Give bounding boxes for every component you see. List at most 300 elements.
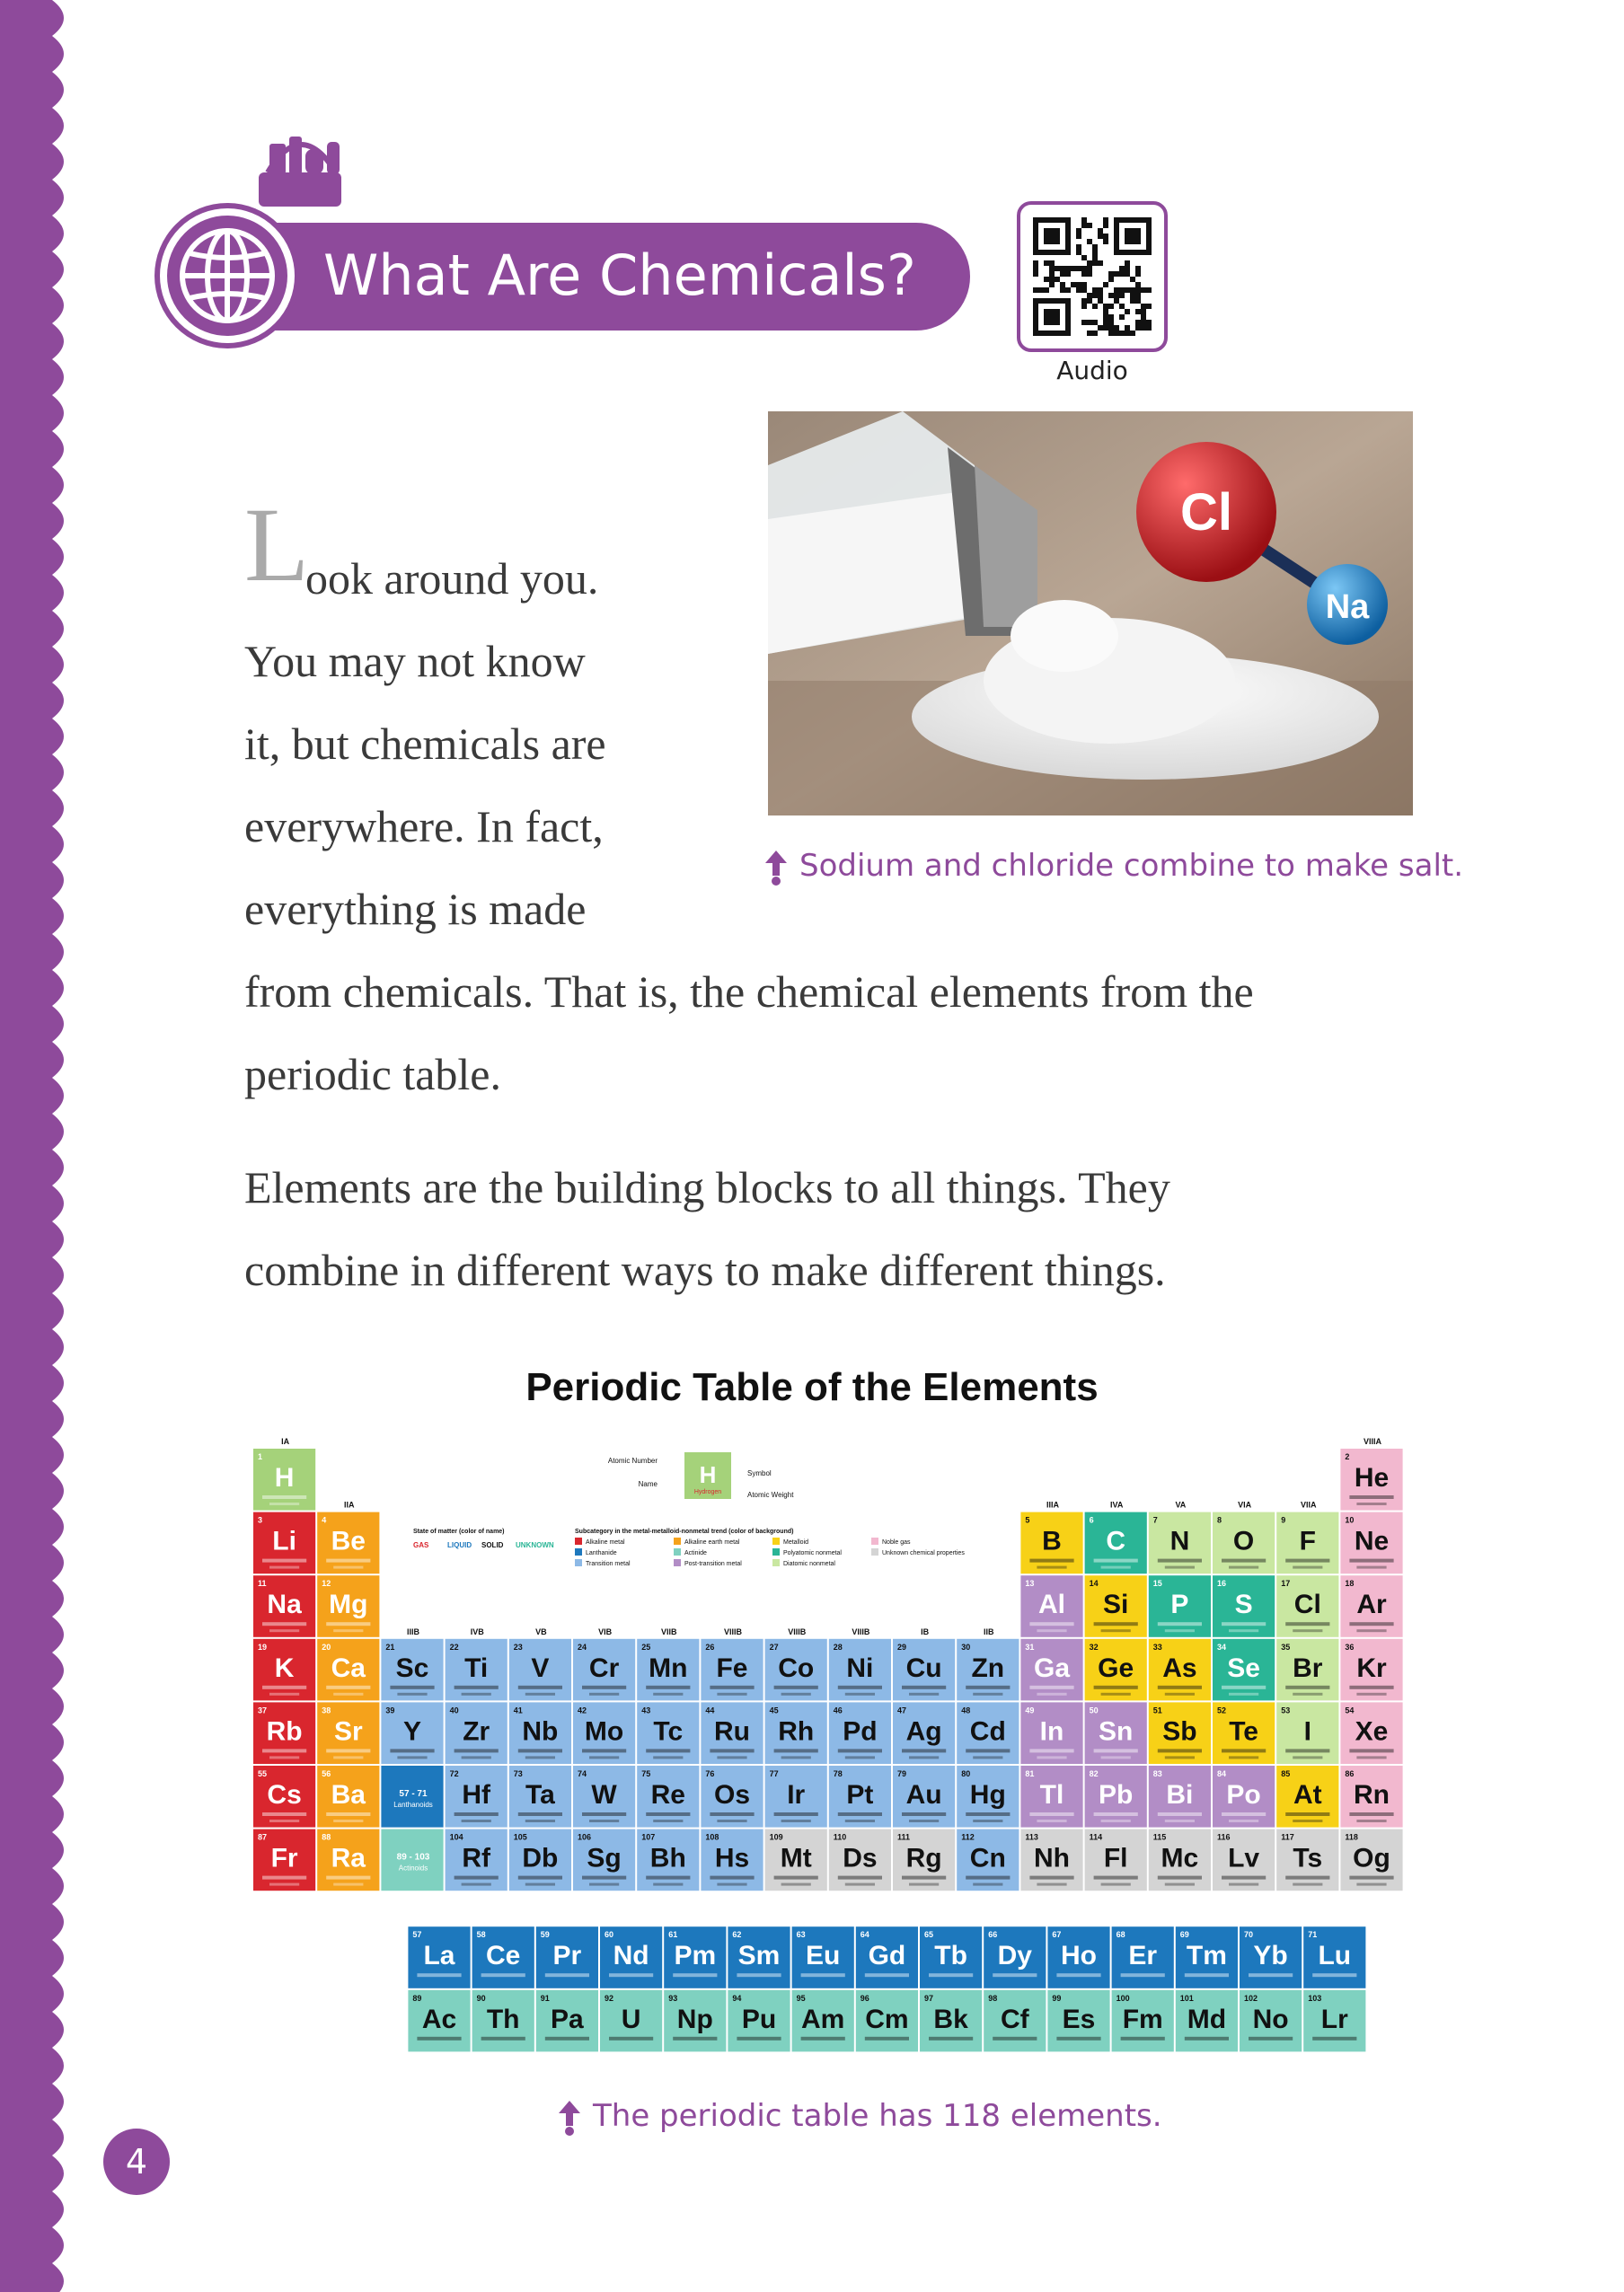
atomic-number: 16 — [1217, 1579, 1227, 1589]
element-name-line — [1158, 1749, 1202, 1752]
table-caption — [557, 2098, 1162, 2137]
element-name-line — [902, 1876, 946, 1880]
element-symbol: Na — [267, 1590, 302, 1620]
atomic-number: 34 — [1217, 1642, 1227, 1652]
element-symbol: Rn — [1354, 1780, 1390, 1810]
body-line-8: Elements are the building blocks to all things. They — [244, 1162, 1170, 1212]
element-symbol: V — [531, 1653, 550, 1683]
group-label: VIIIB — [852, 1626, 870, 1636]
element-symbol: Sm — [737, 1941, 781, 1971]
atomic-number: 80 — [961, 1769, 971, 1778]
atomic-number: 37 — [258, 1706, 268, 1715]
legend-subcat: Metalloid — [783, 1539, 809, 1546]
element-symbol: Es — [1062, 2004, 1096, 2034]
audio-label: Audio — [1056, 356, 1128, 385]
element-weight-line — [269, 1756, 299, 1759]
element-name-line — [262, 1749, 306, 1752]
element-weight-line — [653, 1693, 683, 1696]
element-name-line — [262, 1876, 306, 1880]
element-weight-line — [1293, 1883, 1322, 1886]
element-symbol: Po — [1226, 1780, 1261, 1810]
legend-subcat: Alkaline metal — [586, 1539, 625, 1546]
element-symbol: C — [1106, 1526, 1126, 1556]
element-symbol: Cn — [969, 1843, 1006, 1873]
atomic-number: 102 — [1244, 1993, 1258, 2003]
element-name-line — [1094, 1749, 1138, 1752]
atomic-number: 96 — [860, 1993, 869, 2003]
atomic-number: 79 — [897, 1769, 907, 1778]
placeholder-series: Lanthanoids — [393, 1801, 433, 1809]
element-symbol: Ca — [331, 1653, 366, 1683]
element-symbol: Ti — [464, 1653, 489, 1683]
element-name-line — [1121, 2037, 1165, 2041]
element-name-line — [609, 2037, 653, 2041]
element-name-line — [774, 1686, 818, 1689]
element-name-line — [582, 1876, 626, 1880]
atomic-number: 62 — [732, 1930, 742, 1940]
element-name-line — [262, 1686, 306, 1689]
qr-code-button[interactable] — [1017, 201, 1168, 352]
element-weight-line — [1356, 1756, 1386, 1759]
group-label: VIIB — [661, 1626, 677, 1636]
element-symbol: U — [621, 2004, 641, 2034]
element-symbol: Mc — [1161, 1843, 1199, 1873]
element-symbol: Mt — [780, 1843, 812, 1873]
atomic-number: 110 — [833, 1832, 847, 1842]
element-weight-line — [1356, 1883, 1386, 1886]
element-name-line — [838, 1686, 882, 1689]
element-symbol: Sb — [1162, 1716, 1197, 1747]
element-weight-line — [717, 1756, 746, 1759]
element-name-line — [1285, 1622, 1329, 1626]
element-weight-line — [909, 1820, 939, 1822]
element-symbol: Xe — [1355, 1716, 1389, 1747]
element-symbol: Tl — [1039, 1780, 1064, 1810]
atomic-number: 40 — [449, 1706, 459, 1715]
legend-subcat: Actinide — [684, 1550, 707, 1556]
element-symbol: Ta — [525, 1780, 555, 1810]
body-line-4: everywhere. In fact, — [244, 801, 604, 851]
body-line-1: ook around you. — [305, 553, 599, 604]
element-weight-line — [781, 1693, 811, 1696]
element-symbol: Tm — [1186, 1941, 1227, 1971]
element-name-line — [1185, 2037, 1229, 2041]
group-label: VIIIB — [723, 1626, 743, 1636]
element-symbol: Lu — [1318, 1941, 1352, 1971]
atomic-number: 103 — [1308, 1993, 1322, 2003]
atomic-number: 33 — [1152, 1642, 1162, 1652]
atomic-number: 82 — [1089, 1769, 1099, 1778]
element-weight-line — [1037, 1883, 1066, 1886]
atomic-number: 106 — [578, 1832, 592, 1842]
atomic-number: 83 — [1152, 1769, 1162, 1778]
element-weight-line — [1293, 1820, 1322, 1822]
group-label: IVB — [470, 1626, 484, 1636]
atomic-number: 44 — [705, 1706, 715, 1715]
element-symbol: Zr — [463, 1716, 490, 1747]
element-symbol: Bi — [1166, 1780, 1194, 1810]
element-symbol: Ag — [905, 1716, 942, 1747]
element-symbol: Nh — [1034, 1843, 1070, 1873]
element-symbol: Y — [402, 1716, 422, 1747]
element-weight-line — [1293, 1629, 1322, 1632]
atomic-number: 32 — [1089, 1642, 1099, 1652]
element-symbol: Rg — [905, 1843, 942, 1873]
atomic-number: 69 — [1179, 1930, 1189, 1940]
element-name-line — [1349, 1559, 1393, 1563]
element-symbol: I — [1303, 1716, 1311, 1747]
element-weight-line — [589, 1693, 619, 1696]
element-name-line — [993, 2037, 1037, 2041]
element-weight-line — [845, 1883, 875, 1886]
element-name-line — [1285, 1686, 1329, 1689]
element-name-line — [929, 2037, 973, 2041]
element-symbol: Co — [778, 1653, 815, 1683]
element-symbol: Cf — [1000, 2004, 1029, 2034]
element-weight-line — [1101, 1756, 1131, 1759]
atomic-number: 63 — [796, 1930, 806, 1940]
atomic-number: 91 — [540, 1993, 550, 2003]
atomic-number: 54 — [1345, 1706, 1355, 1715]
element-symbol: Nd — [613, 1941, 649, 1971]
element-symbol: N — [1169, 1526, 1190, 1556]
element-name-line — [646, 1749, 690, 1752]
element-name-line — [481, 2037, 525, 2041]
element-name-line — [902, 1686, 946, 1689]
element-name-line — [1312, 2037, 1356, 2041]
element-weight-line — [1101, 1883, 1131, 1886]
element-symbol: Pb — [1099, 1780, 1134, 1810]
atomic-number: 118 — [1345, 1832, 1358, 1842]
element-weight-line — [781, 1820, 811, 1822]
atomic-number: 29 — [897, 1642, 907, 1652]
element-symbol: Er — [1128, 1941, 1158, 1971]
element-name-line — [545, 2037, 589, 2041]
element-symbol: Cl — [1293, 1590, 1321, 1620]
element-name-line — [838, 1812, 882, 1816]
atomic-number: 7 — [1152, 1515, 1158, 1525]
element-name-line — [929, 1973, 973, 1977]
element-name-line — [455, 1686, 499, 1689]
element-symbol: Os — [713, 1780, 751, 1810]
legend-state-title: State of matter (color of name) — [413, 1529, 505, 1535]
atomic-number: 73 — [513, 1769, 523, 1778]
element-symbol: Au — [905, 1780, 942, 1810]
element-name-line — [1029, 1686, 1073, 1689]
legend-swatch — [871, 1538, 878, 1545]
atomic-number: 49 — [1025, 1706, 1035, 1715]
atomic-number: 77 — [769, 1769, 779, 1778]
element-symbol: K — [274, 1653, 295, 1683]
element-name-line — [673, 2037, 717, 2041]
group-label: VA — [1175, 1500, 1187, 1510]
atomic-number: 1 — [258, 1452, 263, 1461]
atomic-number: 38 — [322, 1706, 331, 1715]
atomic-number: 57 — [412, 1930, 422, 1940]
atomic-number: 70 — [1244, 1930, 1254, 1940]
qr-code-icon — [1020, 205, 1164, 348]
element-weight-line — [525, 1820, 555, 1822]
atomic-number: 56 — [322, 1769, 331, 1778]
key-element-name: Hydrogen — [693, 1489, 722, 1495]
atomic-number: 89 — [412, 1993, 422, 2003]
element-symbol: P — [1170, 1590, 1189, 1620]
atomic-number: 35 — [1281, 1642, 1291, 1652]
element-weight-line — [653, 1756, 683, 1759]
element-symbol: Ru — [714, 1716, 750, 1747]
element-name-line — [1121, 1973, 1165, 1977]
atomic-number: 55 — [258, 1769, 268, 1778]
element-name-line — [1312, 1973, 1356, 1977]
atomic-number: 48 — [961, 1706, 971, 1715]
element-symbol: Ba — [331, 1780, 366, 1810]
element-weight-line — [462, 1883, 491, 1886]
group-label: VIA — [1238, 1500, 1252, 1510]
element-weight-line — [525, 1883, 555, 1886]
element-symbol: Am — [801, 2004, 845, 2034]
element-symbol: S — [1234, 1590, 1253, 1620]
element-symbol: Ni — [846, 1653, 874, 1683]
atomic-number: 23 — [513, 1642, 523, 1652]
atomic-number: 105 — [513, 1832, 527, 1842]
element-weight-line — [589, 1756, 619, 1759]
element-symbol: Tc — [653, 1716, 684, 1747]
element-symbol: Np — [676, 2004, 713, 2034]
element-symbol: Pa — [551, 2004, 584, 2034]
atomic-number: 116 — [1217, 1832, 1231, 1842]
element-symbol: Cd — [969, 1716, 1006, 1747]
atomic-number: 113 — [1025, 1832, 1038, 1842]
atomic-number: 2 — [1345, 1452, 1350, 1461]
element-weight-line — [333, 1566, 363, 1569]
element-weight-line — [717, 1820, 746, 1822]
element-weight-line — [1356, 1820, 1386, 1822]
atomic-number: 104 — [449, 1832, 463, 1842]
element-weight-line — [269, 1566, 299, 1569]
element-symbol: No — [1252, 2004, 1289, 2034]
key-weight-label: Atomic Weight — [747, 1491, 794, 1499]
element-name-line — [801, 1973, 845, 1977]
element-symbol: Pu — [741, 2004, 777, 2034]
atomic-number: 19 — [258, 1642, 268, 1652]
periodic-table-title: Periodic Table of the Elements — [525, 1365, 1099, 1409]
element-weight-line — [1356, 1566, 1386, 1569]
atomic-number: 18 — [1345, 1579, 1355, 1589]
element-name-line — [774, 1812, 818, 1816]
atomic-number: 92 — [605, 1993, 614, 2003]
element-name-line — [390, 1749, 434, 1752]
element-symbol: Fe — [716, 1653, 748, 1683]
element-symbol: Ne — [1354, 1526, 1390, 1556]
legend-subcat-title: Subcategory in the metal-metalloid-nonmetal trend (color of background) — [575, 1529, 794, 1535]
group-label: VIB — [598, 1626, 613, 1636]
atomic-number: 74 — [578, 1769, 587, 1778]
element-weight-line — [1293, 1756, 1322, 1759]
element-name-line — [1285, 1812, 1329, 1816]
cleaning-basket-icon — [153, 126, 368, 207]
element-symbol: W — [591, 1780, 617, 1810]
element-weight-line — [909, 1693, 939, 1696]
element-name-line — [966, 1876, 1010, 1880]
element-weight-line — [1037, 1629, 1066, 1632]
group-label: VB — [535, 1626, 547, 1636]
element-symbol: Lr — [1320, 2004, 1348, 2034]
element-symbol: Si — [1103, 1590, 1129, 1620]
legend-state: SOLID — [481, 1541, 504, 1549]
element-name-line — [262, 1495, 306, 1499]
element-symbol: He — [1354, 1463, 1390, 1493]
element-name-line — [1094, 1876, 1138, 1880]
element-weight-line — [1165, 1566, 1195, 1569]
element-symbol: Zn — [971, 1653, 1005, 1683]
element-symbol: Ge — [1098, 1653, 1134, 1683]
key-symbol: H — [699, 1461, 717, 1488]
element-symbol: Kr — [1356, 1653, 1387, 1683]
element-symbol: Dy — [997, 1941, 1032, 1971]
element-name-line — [326, 1812, 370, 1816]
page-title: What Are Chemicals? — [323, 242, 916, 308]
element-symbol: Ir — [787, 1780, 806, 1810]
element-name-line — [1222, 1559, 1266, 1563]
element-weight-line — [1165, 1883, 1195, 1886]
element-weight-line — [397, 1756, 427, 1759]
photo-caption — [763, 848, 1463, 886]
element-weight-line — [845, 1756, 875, 1759]
atomic-number: 26 — [705, 1642, 715, 1652]
atomic-number: 95 — [796, 1993, 806, 2003]
element-symbol: Ga — [1033, 1653, 1071, 1683]
salt-shaker-photo — [768, 411, 1413, 815]
element-weight-line — [462, 1693, 491, 1696]
element-symbol: As — [1162, 1653, 1197, 1683]
atomic-number: 52 — [1217, 1706, 1227, 1715]
element-weight-line — [1356, 1629, 1386, 1632]
atomic-number: 84 — [1217, 1769, 1227, 1778]
atomic-number: 5 — [1025, 1515, 1030, 1525]
legend-state: UNKNOWN — [516, 1541, 554, 1549]
legend-swatch — [772, 1559, 780, 1566]
element-name-line — [1349, 1686, 1393, 1689]
atomic-number: 31 — [1025, 1642, 1035, 1652]
element-symbol: Ac — [421, 2004, 457, 2034]
element-name-line — [1094, 1812, 1138, 1816]
legend-subcat: Lanthanide — [586, 1550, 617, 1556]
drop-cap: L — [244, 486, 310, 604]
element-name-line — [455, 1812, 499, 1816]
atomic-number: 90 — [476, 1993, 486, 2003]
element-symbol: Lv — [1228, 1843, 1260, 1873]
element-symbol: Rf — [462, 1843, 491, 1873]
element-symbol: Br — [1293, 1653, 1323, 1683]
atomic-number: 93 — [668, 1993, 678, 2003]
element-weight-line — [973, 1756, 1002, 1759]
table-caption-text: The periodic table has 118 elements. — [593, 2098, 1162, 2134]
atomic-number: 43 — [641, 1706, 651, 1715]
element-weight-line — [1165, 1756, 1195, 1759]
element-weight-line — [333, 1756, 363, 1759]
element-weight-line — [269, 1629, 299, 1632]
atomic-number: 78 — [833, 1769, 843, 1778]
element-symbol: Rb — [266, 1716, 303, 1747]
atomic-number: 42 — [578, 1706, 587, 1715]
element-name-line — [262, 1559, 306, 1563]
element-symbol: Eu — [806, 1941, 841, 1971]
atomic-number: 81 — [1025, 1769, 1035, 1778]
element-weight-line — [525, 1693, 555, 1696]
element-symbol: O — [1232, 1526, 1255, 1556]
atomic-number: 12 — [322, 1579, 331, 1589]
element-symbol: Sg — [587, 1843, 622, 1873]
atomic-number: 21 — [385, 1642, 395, 1652]
globe-icon — [160, 208, 295, 343]
element-symbol: Pt — [846, 1780, 874, 1810]
element-name-line — [1094, 1686, 1138, 1689]
element-weight-line — [653, 1820, 683, 1822]
element-name-line — [1285, 1559, 1329, 1563]
body-line-9: combine in different ways to make different things. — [244, 1245, 1166, 1295]
atomic-number: 51 — [1152, 1706, 1162, 1715]
atomic-number: 100 — [1116, 1993, 1130, 2003]
atomic-number: 6 — [1089, 1515, 1094, 1525]
body-line-3: it, but chemicals are — [244, 718, 606, 769]
element-name-line — [481, 1973, 525, 1977]
element-symbol: Th — [486, 2004, 520, 2034]
element-weight-line — [973, 1883, 1002, 1886]
atomic-number: 68 — [1116, 1930, 1125, 1940]
atomic-number: 9 — [1281, 1515, 1286, 1525]
element-weight-line — [1165, 1693, 1195, 1696]
atomic-number: 59 — [540, 1930, 550, 1940]
element-name-line — [774, 1876, 818, 1880]
element-name-line — [1349, 1622, 1393, 1626]
atomic-number: 66 — [988, 1930, 998, 1940]
atomic-number: 86 — [1345, 1769, 1355, 1778]
atomic-number: 109 — [769, 1832, 783, 1842]
legend-swatch — [871, 1548, 878, 1556]
element-weight-line — [333, 1820, 363, 1822]
atomic-number: 58 — [476, 1930, 486, 1940]
element-name-line — [1158, 1686, 1202, 1689]
element-weight-line — [397, 1693, 427, 1696]
atomic-number: 94 — [732, 1993, 742, 2003]
element-name-line — [737, 2037, 781, 2041]
element-weight-line — [717, 1883, 746, 1886]
element-weight-line — [1037, 1566, 1066, 1569]
body-line-2: You may not know — [244, 636, 586, 686]
atomic-number: 36 — [1345, 1642, 1355, 1652]
group-label: IA — [281, 1437, 290, 1446]
atomic-number: 112 — [961, 1832, 975, 1842]
element-symbol: Fl — [1103, 1843, 1128, 1873]
key-atomic-number-label: Atomic Number — [607, 1457, 658, 1465]
atomic-number: 3 — [258, 1515, 263, 1525]
atomic-number: 88 — [322, 1832, 331, 1842]
element-symbol: Cu — [905, 1653, 942, 1683]
element-name-line — [1349, 1495, 1393, 1499]
legend-swatch — [575, 1559, 582, 1566]
element-name-line — [455, 1876, 499, 1880]
element-name-line — [1056, 2037, 1100, 2041]
element-weight-line — [269, 1883, 299, 1886]
atomic-number: 85 — [1281, 1769, 1291, 1778]
element-name-line — [1349, 1876, 1393, 1880]
legend-subcat: Polyatomic nonmetal — [783, 1550, 842, 1556]
element-symbol: Bh — [649, 1843, 686, 1873]
atomic-number: 71 — [1308, 1930, 1318, 1940]
element-name-line — [838, 1876, 882, 1880]
element-name-line — [518, 1749, 562, 1752]
atomic-number: 14 — [1089, 1579, 1099, 1589]
